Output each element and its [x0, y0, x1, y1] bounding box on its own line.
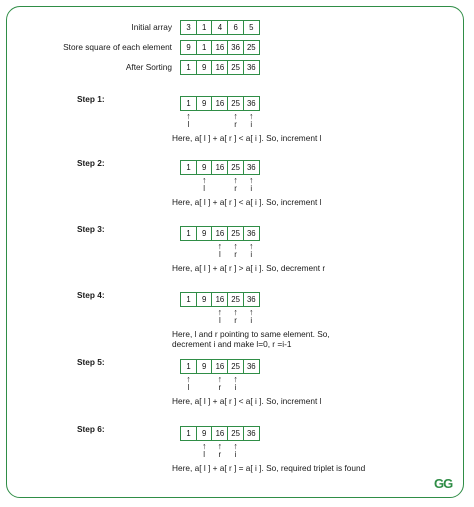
up-arrow-icon: ↑ — [217, 307, 223, 317]
step-array — [180, 160, 260, 175]
pointer-label: l — [187, 120, 190, 129]
pointer-l — [215, 242, 225, 259]
pointer-label: r — [234, 184, 237, 193]
pointer-label: i — [234, 383, 237, 392]
array-cell: 25 — [227, 426, 244, 441]
array-cell: 36 — [243, 359, 260, 374]
array-cell: 1 — [180, 96, 197, 111]
pointer-label: i — [234, 450, 237, 459]
array-cell: 36 — [243, 292, 260, 307]
pointer-label: r — [234, 250, 237, 259]
pointer-label: i — [250, 316, 253, 325]
step-explanation: Here, a[ l ] + a[ r ] < a[ i ]. So, increment l — [172, 197, 322, 207]
array-cell: 36 — [227, 40, 244, 55]
pointer-label: i — [250, 184, 253, 193]
pointer-r — [215, 442, 225, 459]
array-cell: 9 — [180, 40, 197, 55]
array-row — [180, 40, 260, 55]
array-cell: 1 — [180, 292, 197, 307]
pointer-i — [231, 375, 241, 392]
row-label: Initial array — [131, 22, 172, 32]
gfg-logo: GG — [434, 476, 453, 491]
step-explanation: Here, a[ l ] + a[ r ] < a[ i ]. So, increment l — [172, 396, 322, 406]
pointer-label: l — [219, 316, 221, 325]
array-cell: 25 — [227, 160, 244, 175]
step-array — [180, 96, 260, 111]
array-cell: 1 — [180, 359, 197, 374]
array-cell: 9 — [196, 160, 213, 175]
pointer-label: r — [234, 316, 237, 325]
up-arrow-icon: ↑ — [217, 241, 223, 251]
step-explanation: Here, a[ l ] + a[ r ] < a[ i ]. So, increment l — [172, 133, 322, 143]
array-cell: 9 — [196, 292, 213, 307]
up-arrow-icon: ↑ — [233, 241, 238, 251]
step-title: Step 3: — [77, 224, 105, 234]
array-row — [180, 20, 260, 35]
step-title: Step 1: — [77, 94, 105, 104]
array-cell: 1 — [196, 20, 213, 35]
pointer-i — [246, 308, 256, 325]
step-array — [180, 292, 260, 307]
up-arrow-icon: ↑ — [201, 175, 207, 185]
step-explanation: Here, a[ l ] + a[ r ] = a[ i ]. So, required triplet is found — [172, 463, 366, 473]
step-title: Step 6: — [77, 424, 105, 434]
array-cell: 36 — [243, 96, 260, 111]
array-cell: 9 — [196, 96, 213, 111]
array-cell: 16 — [211, 292, 228, 307]
pointer-l — [215, 308, 225, 325]
array-cell: 3 — [180, 20, 197, 35]
pointer-i — [246, 242, 256, 259]
array-cell: 9 — [196, 426, 213, 441]
up-arrow-icon: ↑ — [186, 111, 191, 121]
up-arrow-icon: ↑ — [217, 441, 223, 451]
pointer-label: r — [218, 383, 222, 392]
step-explanation: decrement i and make l=0, r =i-1 — [172, 339, 292, 349]
pointer-l — [184, 375, 194, 392]
pointer-l — [199, 176, 209, 193]
array-cell: 1 — [180, 426, 197, 441]
up-arrow-icon: ↑ — [249, 307, 254, 317]
pointer-label: l — [219, 250, 221, 259]
array-cell: 16 — [211, 40, 228, 55]
pointer-l — [199, 442, 209, 459]
array-cell: 25 — [227, 226, 244, 241]
array-cell: 25 — [227, 96, 244, 111]
array-cell: 6 — [227, 20, 244, 35]
pointer-r — [215, 375, 225, 392]
up-arrow-icon: ↑ — [249, 241, 254, 251]
step-title: Step 5: — [77, 357, 105, 367]
step-explanation: Here, l and r pointing to same element. So, — [172, 329, 330, 339]
row-label: Store square of each element — [63, 42, 172, 52]
up-arrow-icon: ↑ — [217, 374, 223, 384]
array-cell: 5 — [243, 20, 260, 35]
array-cell: 1 — [180, 60, 197, 75]
array-cell: 1 — [180, 226, 197, 241]
array-cell: 9 — [196, 359, 213, 374]
array-row — [180, 60, 260, 75]
array-cell: 36 — [243, 426, 260, 441]
up-arrow-icon: ↑ — [186, 374, 191, 384]
array-cell: 16 — [211, 60, 228, 75]
array-cell: 25 — [227, 292, 244, 307]
up-arrow-icon: ↑ — [233, 111, 238, 121]
array-cell: 25 — [227, 60, 244, 75]
step-title: Step 2: — [77, 158, 105, 168]
pointer-r — [231, 242, 241, 259]
step-array — [180, 226, 260, 241]
array-cell: 1 — [196, 40, 213, 55]
array-cell: 36 — [243, 60, 260, 75]
array-cell: 16 — [211, 359, 228, 374]
up-arrow-icon: ↑ — [233, 175, 238, 185]
array-cell: 36 — [243, 226, 260, 241]
array-cell: 16 — [211, 226, 228, 241]
pointer-label: i — [250, 120, 253, 129]
array-cell: 9 — [196, 60, 213, 75]
up-arrow-icon: ↑ — [233, 441, 238, 451]
pointer-label: r — [218, 450, 222, 459]
up-arrow-icon: ↑ — [249, 175, 254, 185]
pointer-r — [231, 176, 241, 193]
up-arrow-icon: ↑ — [249, 111, 254, 121]
array-cell: 16 — [211, 426, 228, 441]
pointer-r — [231, 308, 241, 325]
pointer-label: l — [203, 450, 206, 459]
array-cell: 16 — [211, 160, 228, 175]
pointer-label: i — [250, 250, 253, 259]
up-arrow-icon: ↑ — [233, 307, 238, 317]
step-array — [180, 359, 260, 374]
array-cell: 16 — [211, 96, 228, 111]
pointer-i — [246, 112, 256, 129]
step-array — [180, 426, 260, 441]
pointer-i — [246, 176, 256, 193]
array-cell: 4 — [211, 20, 228, 35]
pointer-i — [231, 442, 241, 459]
step-explanation: Here, a[ l ] + a[ r ] > a[ i ]. So, decrement r — [172, 263, 326, 273]
step-title: Step 4: — [77, 290, 105, 300]
array-cell: 9 — [196, 226, 213, 241]
array-cell: 36 — [243, 160, 260, 175]
array-cell: 25 — [227, 359, 244, 374]
row-label: After Sorting — [125, 62, 172, 72]
array-cell: 1 — [180, 160, 197, 175]
pointer-label: r — [234, 120, 237, 129]
up-arrow-icon: ↑ — [233, 374, 238, 384]
pointer-label: l — [203, 184, 206, 193]
pointer-label: l — [187, 383, 190, 392]
array-cell: 25 — [243, 40, 260, 55]
pointer-r — [231, 112, 241, 129]
pointer-l — [184, 112, 194, 129]
up-arrow-icon: ↑ — [201, 441, 207, 451]
